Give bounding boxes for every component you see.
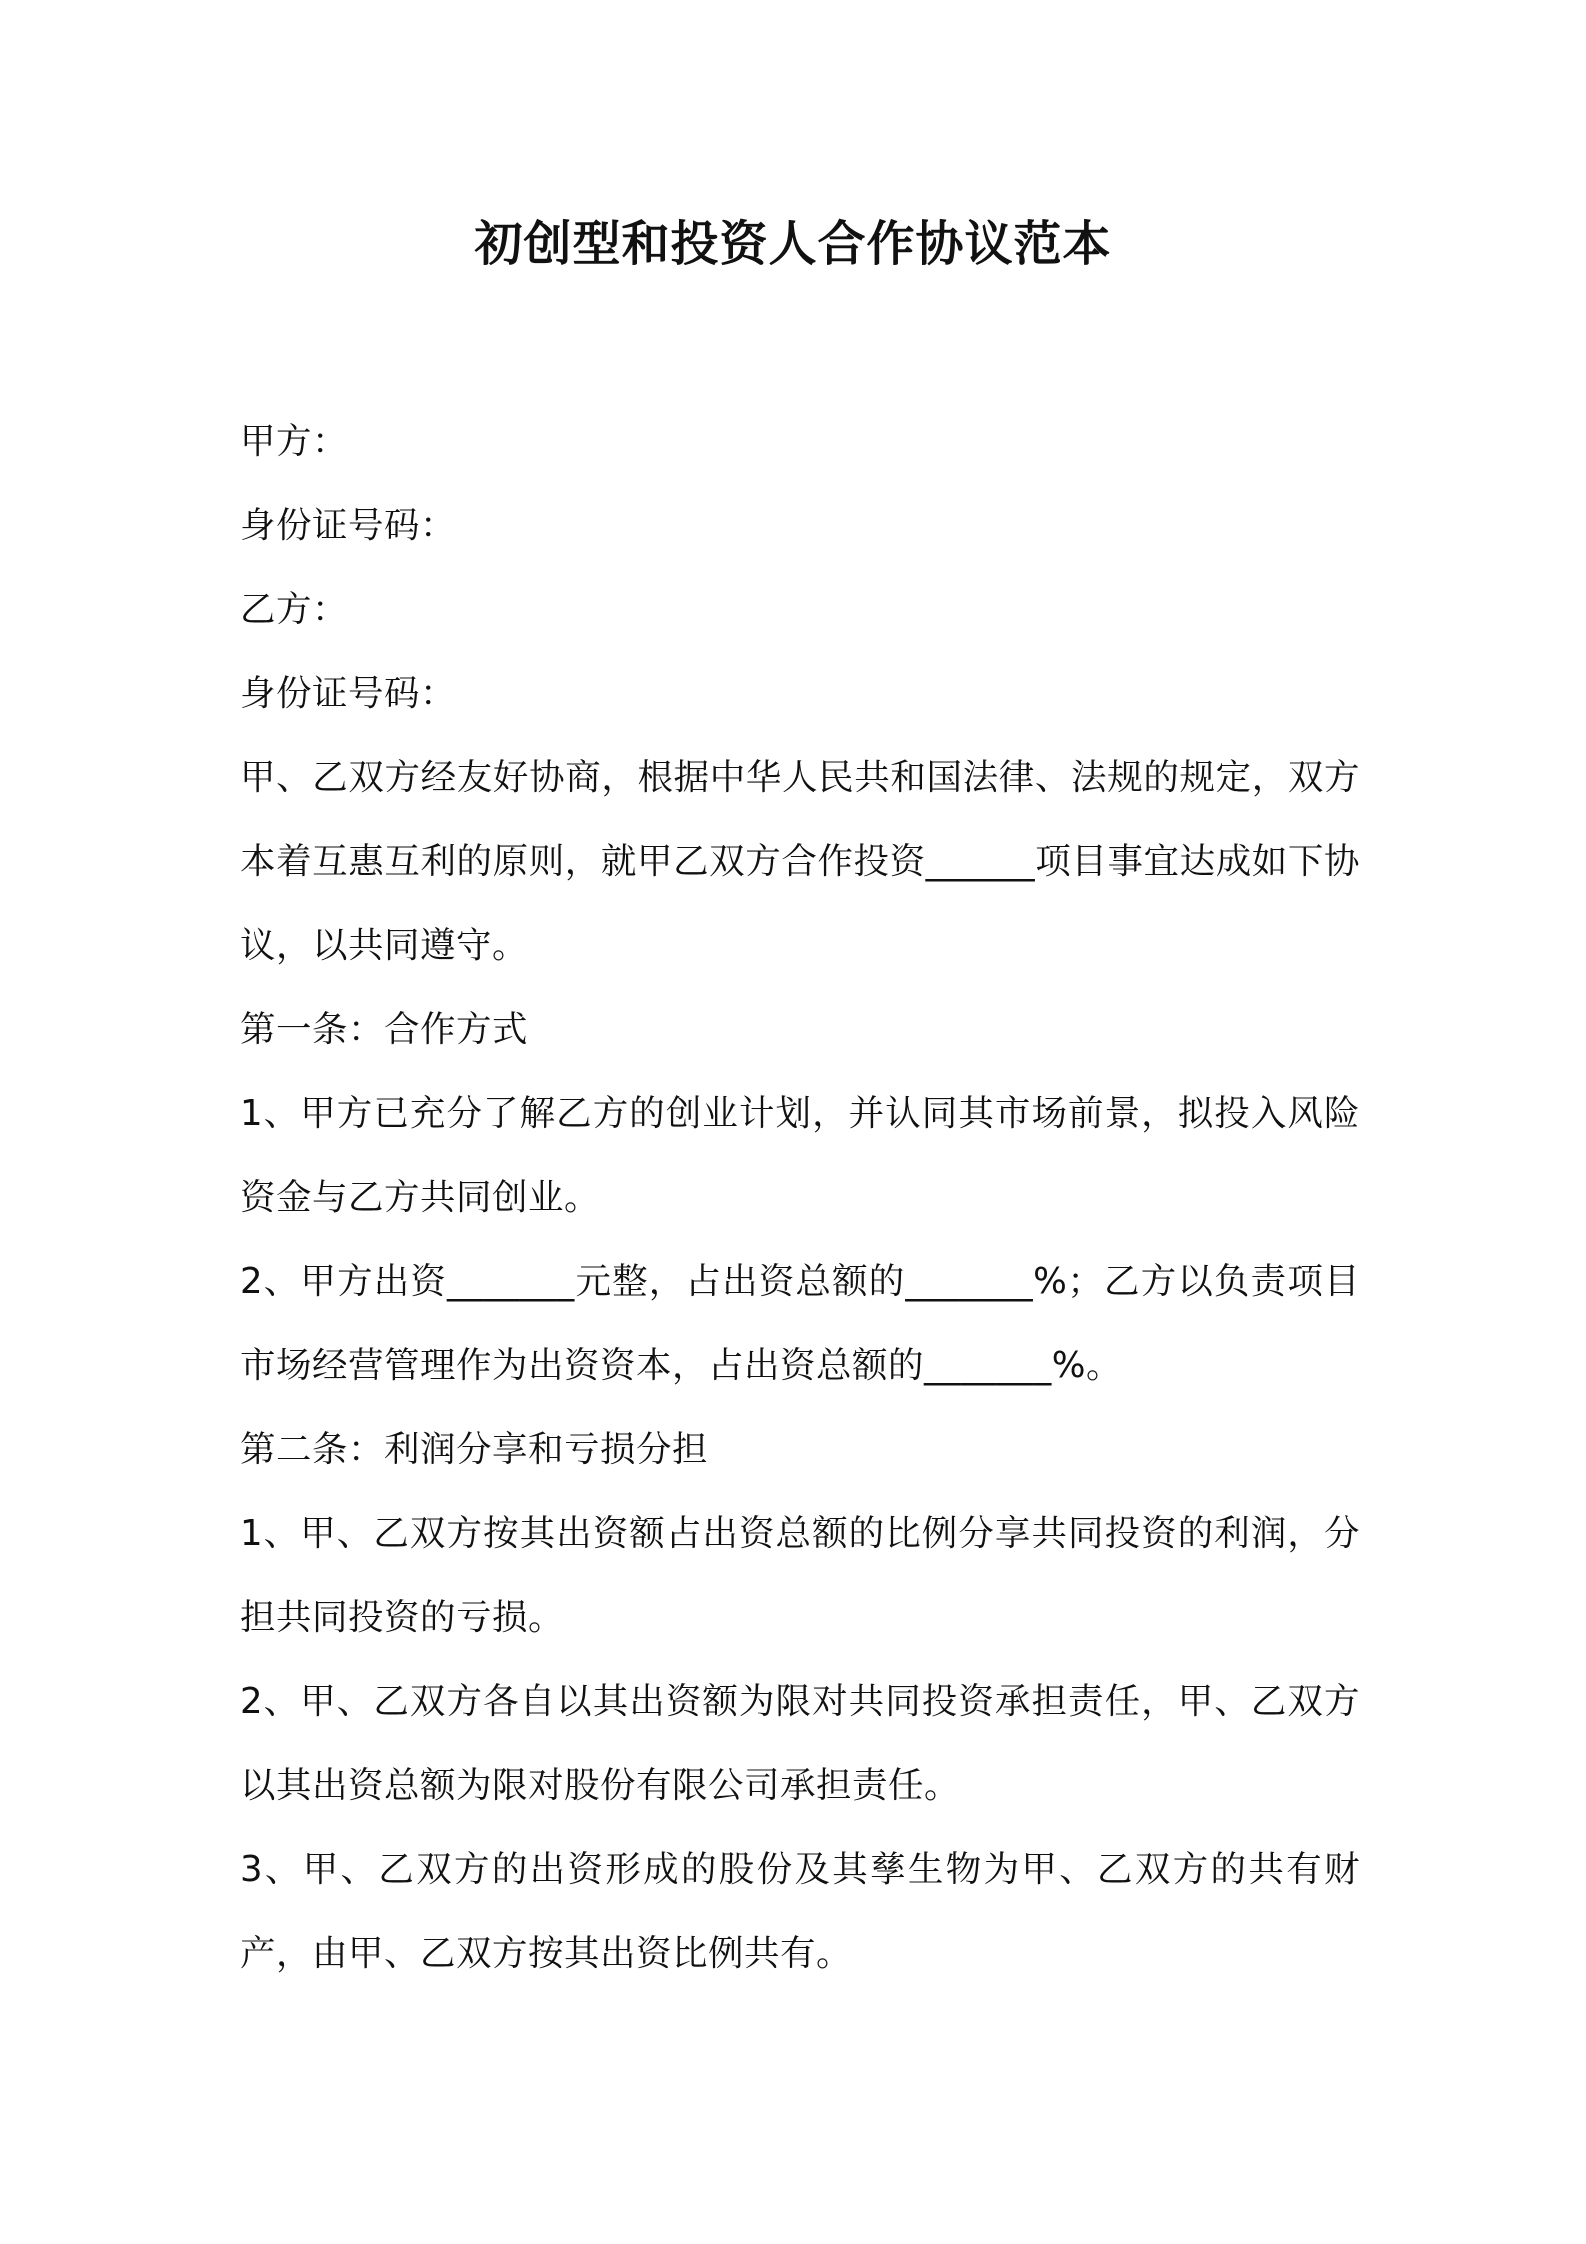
article-2-clause-2: 2、甲、乙双方各自以其出资额为限对共同投资承担责任，甲、乙双方以其出资总额为限对股份有限公司承担责任。 — [240, 1681, 1360, 1806]
party-b-label: 乙方： — [240, 589, 349, 630]
article-1-clause-2: 2、甲方出资_______元整，占出资总额的_______%；乙方以负责项目市场经营管理作为出资资本，占出资总额的_______%。 — [240, 1261, 1360, 1386]
article-2-clause-3: 3、甲、乙双方的出资形成的股份及其孳生物为甲、乙双方的共有财产，由甲、乙双方按其出资比例共有。 — [240, 1849, 1360, 1974]
preamble-paragraph: 甲、乙双方经友好协商，根据中华人民共和国法律、法规的规定，双方本着互惠互利的原则，就甲乙双方合作投资______项目事宜达成如下协议，以共同遵守。 — [240, 757, 1360, 966]
article-2-heading: 第二条：利润分享和亏损分担 — [240, 1429, 709, 1470]
document-title: 初创型和投资人合作协议范本 — [474, 216, 1112, 272]
article-2-clause-1: 1、甲、乙双方按其出资额占出资总额的比例分享共同投资的利润，分担共同投资的亏损。 — [240, 1513, 1360, 1638]
document-body — [240, 400, 1360, 1996]
article-1-clause-1: 1、甲方已充分了解乙方的创业计划，并认同其市场前景，拟投入风险资金与乙方共同创业。 — [240, 1093, 1360, 1218]
party-a-id-label: 身份证号码： — [240, 505, 457, 546]
article-1-heading: 第一条：合作方式 — [240, 1009, 529, 1050]
party-a-label: 甲方： — [240, 421, 349, 462]
party-b-id-label: 身份证号码： — [240, 673, 457, 714]
